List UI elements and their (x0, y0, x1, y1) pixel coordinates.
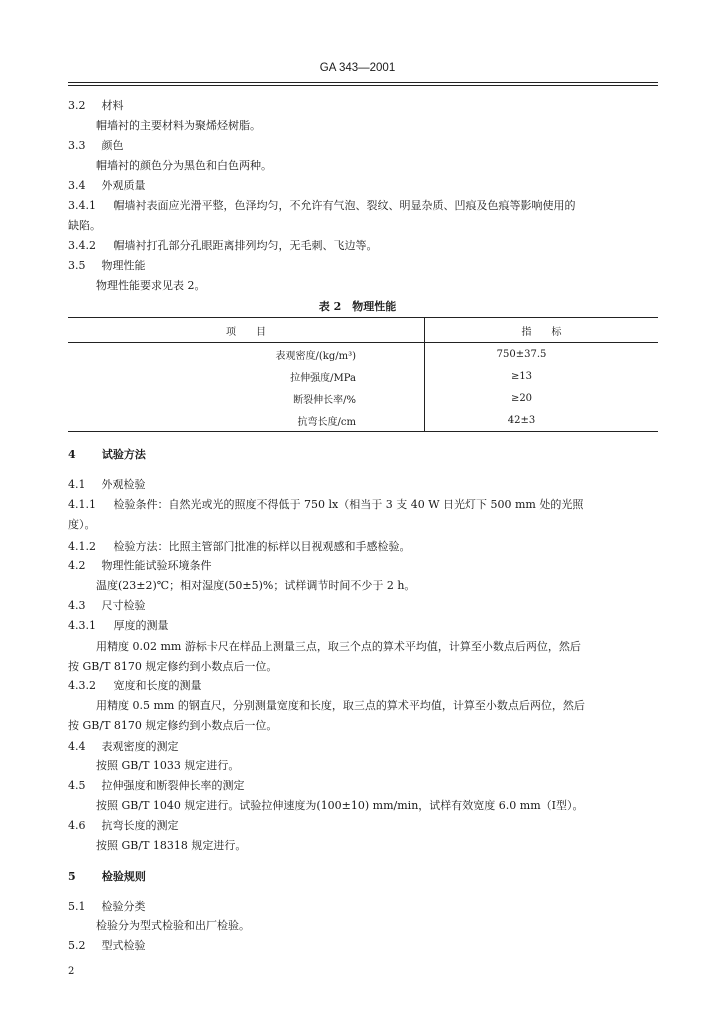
section-number: 3.4.2 (68, 239, 96, 252)
section-title: 抗弯长度的测定 (101, 819, 179, 832)
section-number: 4.3 (68, 599, 86, 612)
paragraph-4-5: 按照 GB/T 1040 规定进行。试验拉伸速度为(100±10) mm/min，试样有效宽度 6.0 mm（Ⅰ型）。 (96, 799, 584, 812)
section-number: 4.5 (68, 779, 86, 792)
table-cell-item: 表观密度/(kg/m³) (68, 343, 425, 366)
paragraph-3-2: 帽墙衬的主要材料为聚烯烃树脂。 (96, 119, 261, 132)
section-number: 4.2 (68, 559, 86, 572)
heading-5-1 (68, 899, 146, 915)
paragraph-4-3-1-cont: 按 GB/T 8170 规定修约到小数点后一位。 (68, 660, 278, 673)
section-title: 物理性能试验环境条件 (101, 559, 212, 572)
heading-4-3 (68, 598, 146, 614)
paragraph-4-1-2 (68, 539, 411, 555)
column-header-index: 指 标 (425, 318, 659, 343)
table-cell-item: 拉伸强度/MPa (68, 365, 425, 387)
table-row (68, 409, 658, 432)
paragraph-4-1-1 (68, 497, 583, 513)
section-title: 物理性能 (101, 259, 146, 272)
paragraph-3-4-2 (68, 238, 378, 254)
paragraph-3-3: 帽墙衬的颜色分为黑色和白色两种。 (96, 159, 272, 172)
page-header-code: GA 343—2001 (319, 62, 396, 74)
paragraph-4-2: 温度(23±2)℃；相对湿度(50±5)%；试样调节时间不少于 2 h。 (96, 579, 416, 592)
paragraph-4-3-2-cont: 按 GB/T 8170 规定修约到小数点后一位。 (68, 719, 278, 732)
section-title: 外观质量 (101, 179, 146, 192)
header-rule (68, 82, 658, 83)
heading-3-2 (68, 98, 124, 114)
heading-3-5 (68, 258, 146, 274)
section-title: 颜色 (101, 139, 124, 152)
table-title: 表 2 物理性能 (318, 300, 397, 313)
heading-4-4 (68, 739, 179, 755)
heading-4-2 (68, 558, 212, 574)
paragraph-4-3-2: 用精度 0.5 mm 的钢直尺，分别测量宽度和长度，取三点的算术平均值，计算至小数点后两位，然后 (96, 699, 585, 712)
table-header-row (68, 318, 658, 343)
section-title: 检验分类 (101, 900, 146, 913)
section-number: 4.1.1 (68, 498, 96, 511)
heading-4-5 (68, 778, 245, 794)
header-rule-secondary (68, 85, 658, 86)
section-number: 3.5 (68, 259, 86, 272)
section-number: 4.3.2 (68, 679, 96, 692)
heading-3-3 (68, 138, 124, 154)
section-number: 4.1 (68, 478, 86, 491)
table-row (68, 365, 658, 387)
section-title: 尺寸检验 (101, 599, 146, 612)
section-title: 外观检验 (101, 478, 146, 491)
table-cell-value: 750±37.5 (496, 348, 547, 360)
heading-4 (68, 447, 146, 463)
heading-4-3-1 (68, 618, 169, 634)
paragraph-3-5: 物理性能要求见表 2。 (96, 279, 206, 292)
heading-3-4 (68, 178, 146, 194)
paragraph-line: 帽墙衬表面应光滑平整，色泽均匀，不允许有气泡、裂纹、明显杂质、凹痕及色痕等影响使用的 (113, 199, 576, 212)
section-number: 4.3.1 (68, 619, 96, 632)
section-number: 3.4 (68, 179, 86, 192)
section-number: 3.2 (68, 99, 86, 112)
section-title: 材料 (101, 99, 124, 112)
table-row (68, 343, 658, 366)
table-cell-item: 断裂伸长率/% (68, 387, 425, 409)
section-number: 4.6 (68, 819, 86, 832)
paragraph-4-4: 按照 GB/T 1033 规定进行。 (96, 759, 240, 772)
section-number: 4.4 (68, 740, 86, 753)
heading-4-3-2 (68, 678, 202, 694)
section-number: 3.3 (68, 139, 86, 152)
table-cell-value: 42±3 (425, 409, 659, 432)
section-title: 试验方法 (101, 448, 146, 461)
table-cell-value: ≥13 (510, 370, 533, 382)
heading-5-2 (68, 938, 146, 954)
table-cell-value: ≥20 (510, 392, 533, 404)
heading-4-6 (68, 818, 179, 834)
paragraph-line: 检验方法：比照主管部门批准的标样以目视观感和手感检验。 (113, 540, 411, 553)
paragraph-line: 帽墙衬打孔部分孔眼距离排列均匀，无毛刺、飞边等。 (113, 239, 378, 252)
paragraph-line: 检验条件：自然光或光的照度不得低于 750 lx（相当于 3 支 40 W 日光灯下 500 mm 处的光照 (113, 498, 584, 511)
section-title: 宽度和长度的测量 (113, 679, 202, 692)
paragraph-5-1: 检验分为型式检验和出厂检验。 (96, 919, 250, 932)
page-number: 2 (68, 966, 75, 977)
paragraph-4-6: 按照 GB/T 18318 规定进行。 (96, 839, 247, 852)
heading-4-1 (68, 477, 146, 493)
section-title: 拉伸强度和断裂伸长率的测定 (101, 779, 245, 792)
section-title: 表观密度的测定 (101, 740, 179, 753)
paragraph-3-4-1 (68, 198, 576, 214)
section-title: 厚度的测量 (113, 619, 169, 632)
table-row (68, 387, 658, 409)
physical-properties-table (68, 317, 658, 432)
section-number: 5.2 (68, 939, 86, 952)
section-number: 5 (68, 870, 76, 883)
paragraph-4-1-1-cont: 度）。 (68, 518, 96, 531)
section-number: 5.1 (68, 900, 86, 913)
column-header-item: 项 目 (68, 318, 425, 343)
section-title: 检验规则 (101, 870, 146, 883)
section-number: 4 (68, 448, 76, 461)
section-number: 4.1.2 (68, 540, 96, 553)
section-number: 3.4.1 (68, 199, 96, 212)
heading-5 (68, 869, 146, 885)
paragraph-3-4-1-cont: 缺陷。 (68, 219, 101, 232)
section-title: 型式检验 (101, 939, 146, 952)
paragraph-4-3-1: 用精度 0.02 mm 游标卡尺在样品上测量三点，取三个点的算术平均值，计算至小数点后两位，然后 (96, 640, 581, 653)
table-cell-item: 抗弯长度/cm (68, 409, 425, 432)
